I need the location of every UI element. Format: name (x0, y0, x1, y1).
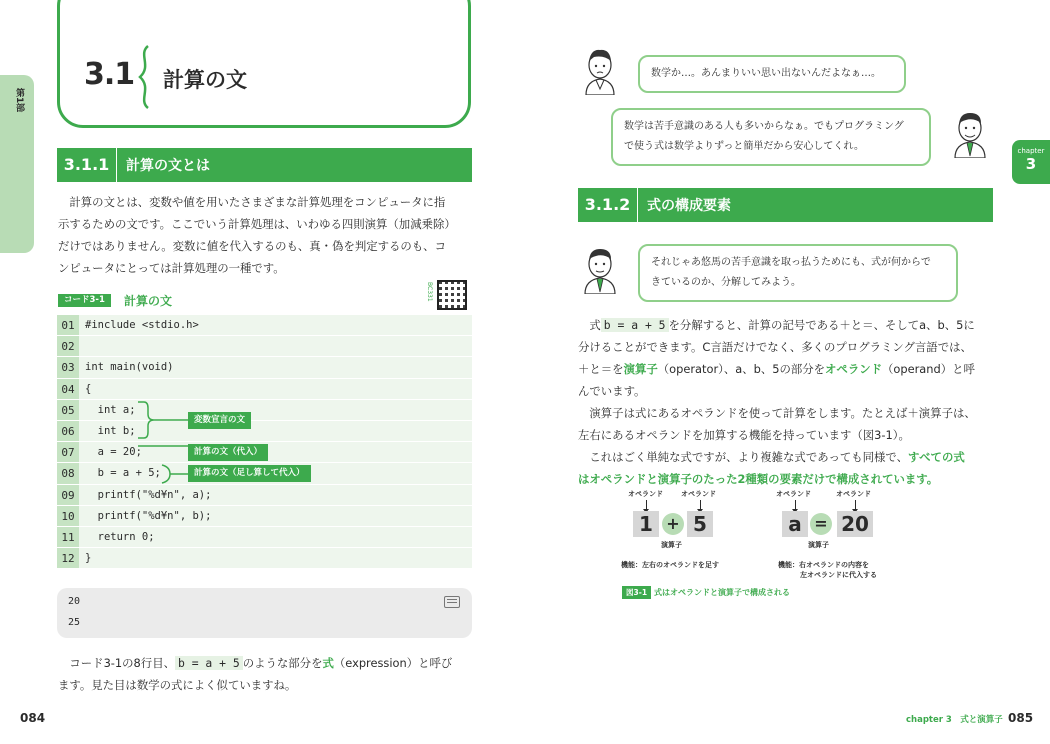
operator-label: 演算子 (661, 541, 682, 549)
outro-line-1 (58, 652, 472, 674)
operator-label: 演算子 (808, 541, 829, 549)
arrow-down-icon (795, 500, 796, 510)
line-number: 08 (57, 463, 79, 483)
bubble-line: それじゃあ悠馬の苦手意識を取っ払うためにも、式が何からで (651, 257, 931, 268)
code-text: printf("%d¥n", a); (85, 488, 212, 501)
operand-label: オペランド (776, 490, 811, 498)
chapter-label: chapter (1017, 147, 1045, 155)
code-tag: コード3-1 (58, 294, 111, 307)
body-text: （operator）、a、b、5の部分を (657, 362, 826, 376)
section-brace-icon (134, 44, 156, 110)
annotation-declaration: 変数宣言の文 (188, 412, 251, 429)
line-number: 02 (57, 336, 79, 356)
line-number: 10 (57, 506, 79, 526)
output-line: 25 (68, 617, 81, 628)
intro-line: 計算の文とは、変数や値を用いたさまざまな計算処理をコンピュータに指 (69, 195, 446, 209)
page-number-left: 084 (20, 711, 46, 725)
code-line (57, 315, 472, 336)
subsection-number: 3.1.2 (578, 188, 638, 222)
subsection-header-311 (57, 148, 472, 182)
code-line (57, 485, 472, 506)
code-text: int b; (85, 425, 136, 438)
outro-line-2: ます。見た目は数学の式によく似ていますね。 (58, 678, 297, 692)
code-text: return 0; (85, 530, 155, 543)
code-line (57, 506, 472, 527)
part-label: 第1部 (14, 88, 24, 113)
body-paragraph (578, 314, 994, 490)
code-line (57, 336, 472, 357)
line-number: 05 (57, 400, 79, 420)
body-text: ＋と＝を (578, 362, 624, 376)
body-line: 演算子は式にあるオペランドを使って計算をします。たとえば＋演算子は、 (589, 406, 976, 420)
subsection-title: 式の構成要素 (647, 198, 731, 214)
code-line (57, 400, 472, 421)
line-number: 03 (57, 357, 79, 377)
code-text: int a; (85, 403, 136, 416)
body-line (578, 314, 994, 336)
qr-code-icon[interactable] (437, 280, 467, 310)
code-line (57, 421, 472, 442)
teacher-face-icon-2 (582, 244, 618, 294)
outro-text: のような部分を (242, 656, 323, 670)
function-label: 機能：左右のオペランドを足す (621, 561, 719, 569)
term-operand: オペランド (825, 362, 882, 376)
body-line: んでいます。 (578, 384, 646, 398)
line-number: 09 (57, 485, 79, 505)
code-text: printf("%d¥n", b); (85, 509, 212, 522)
operator-circle: = (810, 513, 832, 535)
footer-chapter: chapter 3 式と演算子 (906, 715, 1003, 725)
student-face-icon (582, 45, 618, 95)
code-line (57, 379, 472, 400)
line-number: 04 (57, 379, 79, 399)
code-line (57, 548, 472, 569)
bubble-line: きているのか、分解してみよう。 (651, 277, 801, 288)
subsection-header-312 (578, 188, 993, 222)
function-label: 機能：右オペランドの内容を (778, 561, 869, 569)
line-number: 07 (57, 442, 79, 462)
qr-side-code: BC331 (426, 282, 433, 302)
operand-box: 5 (687, 511, 713, 537)
inline-code: b = a + 5 (175, 656, 243, 670)
annotation-brackets-icon (136, 400, 196, 490)
code-text: b = a + 5; (85, 467, 161, 480)
code-text: a = 20; (85, 446, 142, 459)
code-text: } (85, 552, 92, 565)
output-line: 20 (68, 596, 81, 607)
emphasis-line: はオペランドと演算子のたった2種類の要素だけで構成されています。 (578, 472, 939, 486)
outro-text: コード3-1の8行目、 (69, 656, 175, 670)
intro-paragraph (58, 191, 472, 279)
subsection-title: 計算の文とは (126, 158, 210, 174)
term-expression: 式 (322, 656, 334, 670)
intro-line: 示するための文です。ここでいう計算処理は、いわゆる四則演算（加減乗除） (58, 217, 456, 231)
body-line: 分けることができます。C言語だけでなく、多くのプログラミング言語では、 (578, 340, 972, 354)
code-text: #include <stdio.h> (85, 319, 199, 332)
section-number: 3.1 (84, 57, 135, 92)
body-text: 式 (589, 318, 601, 332)
speech-bubble-teacher (611, 108, 931, 166)
figure-tag: 図3-1 (622, 586, 651, 599)
body-line (578, 446, 994, 468)
speech-bubble-student: 数学か…。あんまりいい思い出ないんだよなぁ…。 (638, 55, 906, 93)
code-name: 計算の文 (124, 294, 173, 308)
arrow-down-icon (855, 500, 856, 510)
intro-line: だけではありません。変数に値を代入するのも、真・偽を判定するのも、コ (58, 239, 446, 253)
section-title: 計算の文 (163, 68, 247, 92)
arrow-down-icon (646, 500, 647, 510)
teacher-face-icon (952, 108, 988, 158)
terminal-icon (444, 596, 460, 608)
bubble-line: で使う式は数学よりずっと簡単だから安心してくれ。 (624, 141, 864, 152)
body-text: を分解すると、計算の記号である＋と＝、そしてa、b、5に (668, 318, 975, 332)
body-line: 左右にあるオペランドを加算する機能を持っています（図3-1）。 (578, 428, 910, 442)
inline-code: b = a + 5 (601, 318, 669, 332)
line-number: 01 (57, 315, 79, 335)
intro-line: ンピュータにとっては計算処理の一種です。 (58, 261, 285, 275)
code-line (57, 527, 472, 548)
operand-label: オペランド (681, 490, 716, 498)
outro-text: （expression）と呼び (333, 656, 453, 670)
line-number: 12 (57, 548, 79, 568)
speech-bubble-teacher-2 (638, 244, 958, 302)
code-text: { (85, 382, 92, 395)
bubble-line: 数学は苦手意識のある人も多いからなぁ。でもプログラミング (624, 121, 904, 132)
operator-circle: + (662, 513, 684, 535)
figure-caption: 式はオペランドと演算子で構成される (654, 588, 790, 597)
term-operator: 演算子 (623, 362, 658, 376)
code-text: int main(void) (85, 361, 174, 374)
annotation-assignment: 計算の文（代入） (188, 444, 268, 461)
code-line (57, 357, 472, 378)
page-number-right: 085 (1008, 711, 1034, 725)
function-label: 左オペランドに代入する (800, 571, 877, 579)
annotation-add-assign: 計算の文（足し算して代入） (188, 465, 311, 482)
operand-box: 20 (837, 511, 873, 537)
line-number: 06 (57, 421, 79, 441)
body-text: （operand）と呼 (882, 362, 975, 376)
subsection-number: 3.1.1 (57, 148, 117, 182)
emphasis: すべての式 (908, 450, 965, 464)
line-number: 11 (57, 527, 79, 547)
chapter-tab[interactable] (1012, 140, 1050, 184)
operand-label: オペランド (836, 490, 871, 498)
body-text: これはごく単純な式ですが、より複雑な式であっても同様で、 (589, 450, 908, 464)
code-listing (57, 315, 472, 569)
operand-box: a (782, 511, 808, 537)
operand-label: オペランド (628, 490, 663, 498)
chapter-number: 3 (1025, 155, 1037, 173)
execution-output (57, 588, 472, 638)
body-line (578, 358, 994, 380)
outro-paragraph (58, 652, 472, 696)
arrow-down-icon (700, 500, 701, 510)
operand-box: 1 (633, 511, 659, 537)
